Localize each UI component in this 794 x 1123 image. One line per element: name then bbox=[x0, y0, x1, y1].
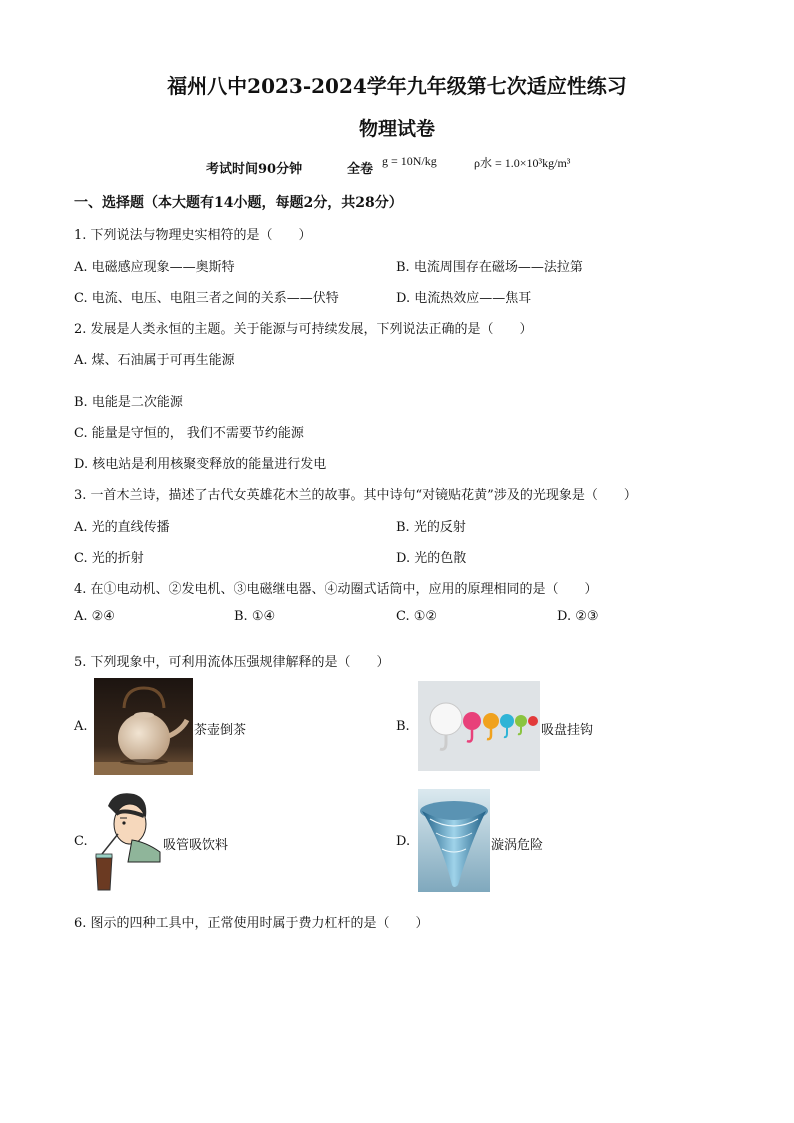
question-4-stem: 4. 在①电动机、②发电机、③电磁继电器、④动圈式话筒中，应用的原理相同的是（ ） bbox=[74, 582, 598, 597]
suction-hook-image bbox=[418, 681, 540, 771]
question-1-option-d: D. 电流热效应——焦耳 bbox=[396, 291, 532, 306]
question-4-option-d: D. ②③ bbox=[557, 609, 599, 624]
question-2-stem: 2. 发展是人类永恒的主题。关于能源与可持续发展，下列说法正确的是（ ） bbox=[74, 322, 533, 337]
question-4-option-b: B. ①④ bbox=[234, 609, 276, 624]
question-5-stem: 5. 下列现象中，可利用流体压强规律解释的是（ ） bbox=[74, 655, 390, 670]
question-1-option-c: C. 电流、电压、电阻三者之间的关系——伏特 bbox=[74, 291, 339, 306]
question-2-option-a: A. 煤、石油属于可再生能源 bbox=[74, 353, 235, 368]
question-3-stem: 3. 一首木兰诗，描述了古代女英雄花木兰的故事。其中诗句“对镜贴花黄”涉及的光现象是（ ） bbox=[74, 488, 637, 503]
question-5-option-d-text: 漩涡危险 bbox=[491, 838, 544, 853]
question-4-option-a: A. ②④ bbox=[74, 609, 115, 624]
question-3-option-a: A. 光的直线传播 bbox=[74, 520, 170, 535]
question-5-option-a-text: 茶壶倒茶 bbox=[194, 723, 247, 738]
question-5-option-c-text: 吸管吸饮料 bbox=[163, 838, 229, 853]
question-2-option-c: C. 能量是守恒的， 我们不需要节约能源 bbox=[74, 426, 304, 441]
section-heading: 一、选择题（本大题有14小题，每题2分，共28分） bbox=[74, 195, 403, 211]
gravity-constant: g = 10N/kg bbox=[382, 154, 437, 168]
boy-drinking-image bbox=[92, 790, 162, 893]
question-3-option-d: D. 光的色散 bbox=[396, 551, 467, 566]
page-title: 福州八中2023-2024学年九年级第七次适应性练习 bbox=[167, 74, 627, 98]
question-2-option-d: D. 核电站是利用核聚变释放的能量进行发电 bbox=[74, 457, 327, 472]
question-5-option-c-letter: C. bbox=[74, 834, 88, 849]
question-3-option-b: B. 光的反射 bbox=[396, 520, 466, 535]
whirlpool-image bbox=[418, 789, 490, 892]
question-5-option-b-letter: B. bbox=[396, 719, 410, 734]
question-1-option-a: A. 电磁感应现象——奥斯特 bbox=[74, 260, 235, 275]
teapot-image bbox=[94, 678, 193, 775]
question-3-option-c: C. 光的折射 bbox=[74, 551, 144, 566]
exam-time: 考试时间90分钟 bbox=[206, 162, 303, 177]
question-4-option-c: C. ①② bbox=[396, 609, 438, 624]
question-1-stem: 1. 下列说法与物理史实相符的是（ ） bbox=[74, 228, 312, 243]
water-density: ρ水 = 1.0×10³kg/m³ bbox=[474, 156, 571, 170]
question-1-option-b: B. 电流周围存在磁场——法拉第 bbox=[396, 260, 583, 275]
question-2-option-b: B. 电能是二次能源 bbox=[74, 395, 183, 410]
question-5-option-b-text: 吸盘挂钩 bbox=[541, 723, 594, 738]
question-5-option-d-letter: D. bbox=[396, 834, 411, 849]
question-6-stem: 6. 图示的四种工具中，正常使用时属于费力杠杆的是（ ） bbox=[74, 916, 429, 931]
page-subtitle: 物理试卷 bbox=[358, 118, 435, 140]
exam-scope: 全卷 bbox=[347, 162, 374, 177]
question-5-option-a-letter: A. bbox=[74, 719, 88, 734]
